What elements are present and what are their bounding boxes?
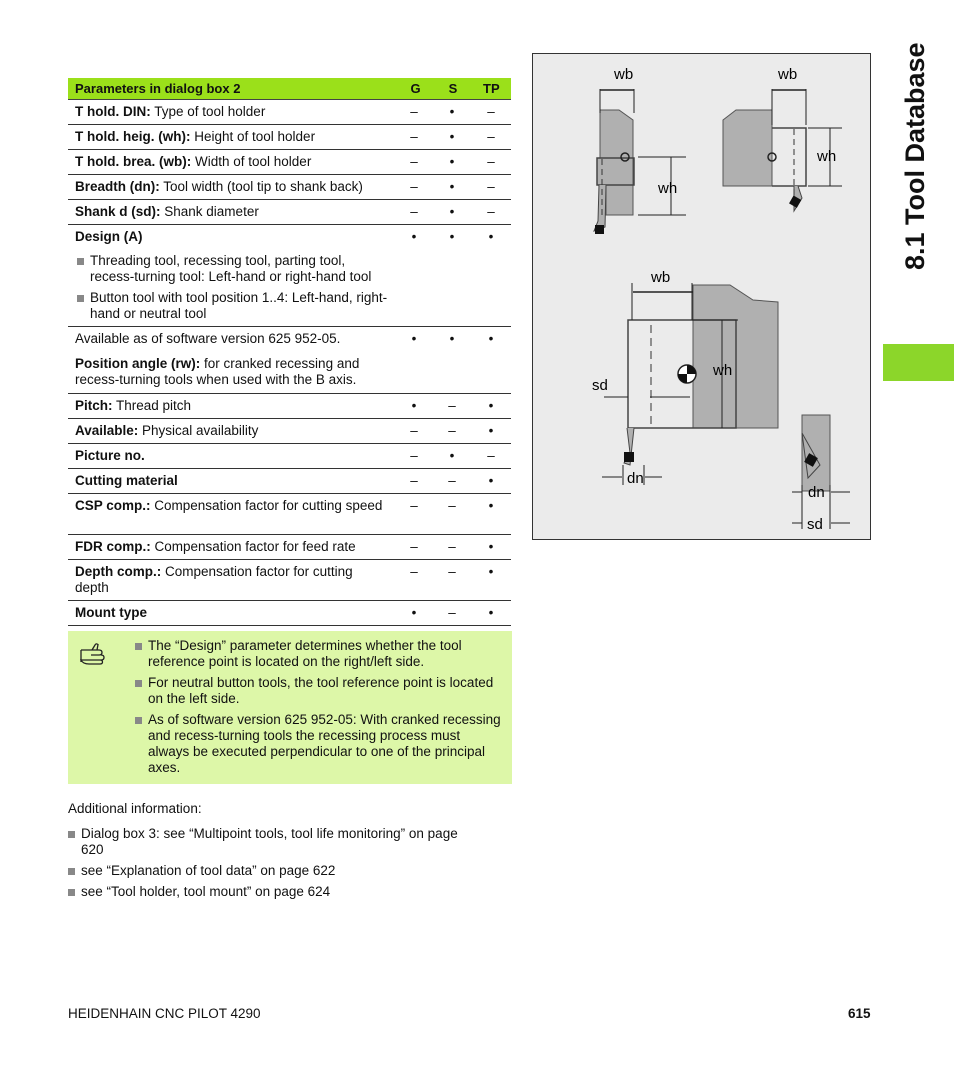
additional-info xyxy=(68,801,468,905)
bullet-square-icon xyxy=(77,258,84,265)
table-row-design: Design (A) Threading tool, recessing tool, parting tool, recess-turning tool: Left-hand or right-hand tool Button tool with tool position 1..4: Left-hand, right-hand or neutral tool • • • xyxy=(68,225,511,327)
diagram-label-sd: sd xyxy=(807,516,823,533)
table-row: CSP comp.: Compensation factor for cutting speed – – • xyxy=(68,494,511,535)
header-tp: TP xyxy=(483,81,500,96)
note-box xyxy=(68,631,512,784)
table-row: Mount type • – • xyxy=(68,601,511,626)
tool-dimension-diagram xyxy=(532,53,871,540)
bullet-square-icon xyxy=(68,868,75,875)
table-row: Picture no. – • – xyxy=(68,444,511,469)
footer-product: HEIDENHAIN CNC PILOT 4290 xyxy=(68,1006,261,1021)
table-row: T hold. DIN: Type of tool holder – • – xyxy=(68,100,511,125)
table-header xyxy=(68,78,511,100)
bullet-square-icon xyxy=(77,295,84,302)
table-row: Shank d (sd): Shank diameter – • – xyxy=(68,200,511,225)
chapter-tab xyxy=(883,344,954,381)
list-item: see “Tool holder, tool mount” on page 624 xyxy=(68,884,468,900)
table-row: T hold. heig. (wh): Height of tool holder – • – xyxy=(68,125,511,150)
diagram-label-wb: wb xyxy=(778,66,798,83)
design-label: Design (A) xyxy=(75,229,143,244)
bullet-square-icon xyxy=(68,889,75,896)
diagram-label-wb: wb xyxy=(614,66,634,83)
list-item: see “Explanation of tool data” on page 622 xyxy=(68,863,468,879)
parameter-table xyxy=(68,78,511,626)
table-row: Pitch: Thread pitch • – • xyxy=(68,394,511,419)
table-row: Cutting material – – • xyxy=(68,469,511,494)
diagram-label-dn: dn xyxy=(808,484,825,501)
table-row: Breadth (dn): Tool width (tool tip to shank back) – • – xyxy=(68,175,511,200)
diagram-label-wb: wb xyxy=(651,269,671,286)
table-row: FDR comp.: Compensation factor for feed rate – – • xyxy=(68,535,511,560)
table-row: Available: Physical availability – – • xyxy=(68,419,511,444)
bullet-square-icon xyxy=(135,680,142,687)
design-bullet-1: Threading tool, recessing tool, parting tool, recess-turning tool: Left-hand or right-hand tool xyxy=(75,253,388,285)
pointing-hand-icon xyxy=(79,642,113,671)
bullet-square-icon xyxy=(135,643,142,650)
page-number: 615 xyxy=(848,1006,871,1021)
diagram-label-wh: wh xyxy=(658,180,678,197)
bullet-square-icon xyxy=(135,717,142,724)
diagram-label-wh: wh xyxy=(817,148,837,165)
additional-heading: Additional information: xyxy=(68,801,202,816)
design-bullet-2: Button tool with tool position 1..4: Left-hand, right-hand or neutral tool xyxy=(75,290,388,322)
list-item: Dialog box 3: see “Multipoint tools, tool life monitoring” on page 620 xyxy=(68,826,468,858)
available-as-of-text: Available as of software version 625 952-05. xyxy=(75,331,341,346)
list-item: For neutral button tools, the tool reference point is located on the left side. xyxy=(135,675,501,707)
bullet-square-icon xyxy=(68,831,75,838)
diagram-label-dn: dn xyxy=(627,470,644,487)
diagram-label-wh: wh xyxy=(713,362,733,379)
note-list xyxy=(135,638,501,781)
list-item: The “Design” parameter determines whether the tool reference point is located on the right/left side. xyxy=(135,638,501,670)
list-item: As of software version 625 952-05: With cranked recessing and recess-turning tools the recessing process must always be executed perpendicular to one of the principal axes. xyxy=(135,712,501,776)
header-s: S xyxy=(448,81,458,96)
table-row: Depth comp.: Compensation factor for cutting depth – – • xyxy=(68,560,511,601)
table-row: T hold. brea. (wb): Width of tool holder – • – xyxy=(68,150,511,175)
chapter-title: 8.1 Tool Database xyxy=(900,42,930,270)
table-row-position-angle: Available as of software version 625 952-05. Position angle (rw): for cranked recessing and recess-turning tools when used with the B axis. • • • xyxy=(68,327,511,394)
header-parameters: Parameters in dialog box 2 xyxy=(75,81,241,96)
diagram-label-sd: sd xyxy=(592,377,608,394)
header-g: G xyxy=(410,81,421,96)
